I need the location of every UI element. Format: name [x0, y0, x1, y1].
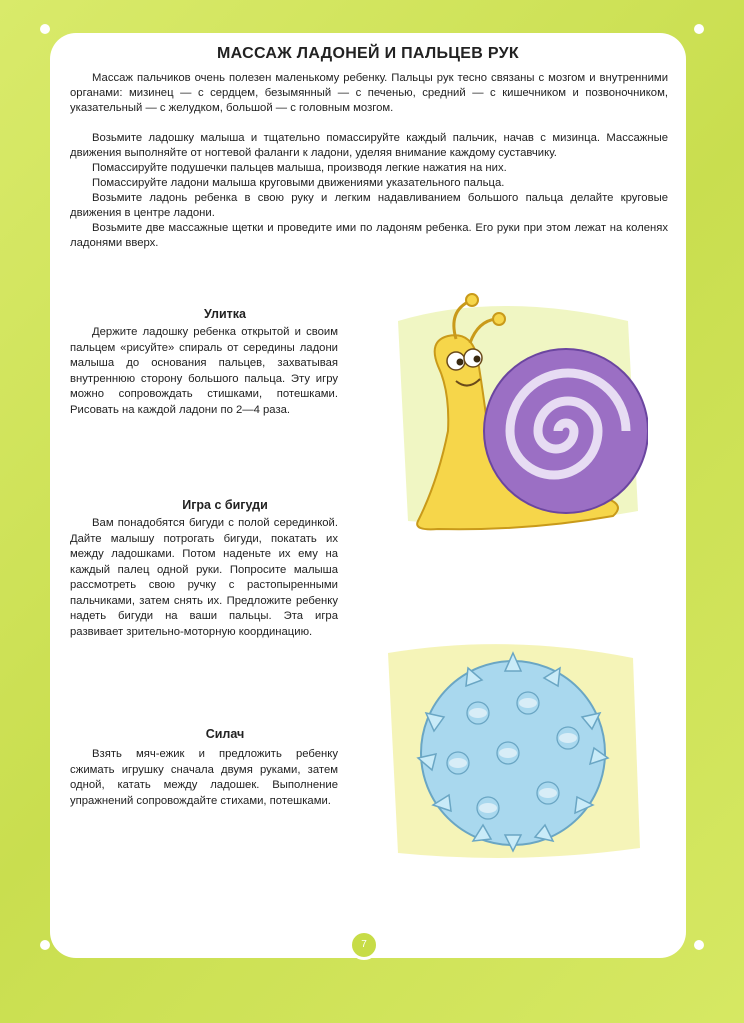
section-paragraph-curlers: Вам понадобятся бигуди с полой серединкой. Дайте малышу потрогать бигуди, покатать их между ладошками. Потом наденьте их ему на каждый палец одной руки. Попросите малыша рассмотреть свою ручку с растопыренными пальчиками, затем снять их. Предложите ребенку надеть бигуди на ваши пальцы. Эта игра развивает зрительно-моторную координацию. [70, 517, 338, 638]
section-text-snail [70, 325, 338, 418]
section-title-strongman: Силач [205, 727, 245, 741]
section-paragraph-strongman: Взять мяч-ежик и предложить ребенку сжимать игрушку сначала двумя руками, затем одной, катать между ладошек. Выполнение упражнений сопровождайте стихами, потешками. [70, 748, 338, 807]
section-title-curlers: Игра с бигуди [182, 498, 268, 512]
step-3: Помассируйте ладони малыша круговыми движениями указательного пальца. [92, 177, 505, 189]
section-title-snail: Улитка [204, 307, 246, 321]
page-number: 7 [349, 930, 379, 960]
section-text-strongman [70, 747, 338, 809]
step-2: Помассируйте подушечки пальцев малыша, производя легкие нажатия на них. [92, 162, 507, 174]
massage-ball-illustration [378, 633, 648, 863]
step-1: Возьмите ладошку малыша и тщательно помассируйте каждый пальчик, начав с мизинца. Массажные движения выполняйте от ногтевой фаланги к ладони, уделяя внимание каждому суставчику. [70, 132, 668, 159]
corner-dot-bottom-left [40, 940, 50, 950]
page-title: МАССАЖ ЛАДОНЕЙ И ПАЛЬЦЕВ РУК [217, 45, 519, 62]
corner-dot-top-right [694, 24, 704, 34]
intro-paragraph: Массаж пальчиков очень полезен маленькому ребенку. Пальцы рук тесно связаны с мозгом и внутренними органами: мизинец — с сердцем, безымянный — с печенью, средний — с кишечником и позвоночником, указательный — с желудком, большой — с головным мозгом. [70, 72, 668, 114]
section-text-curlers [70, 516, 338, 640]
intro-block [70, 71, 668, 116]
corner-dot-bottom-right [694, 940, 704, 950]
steps-block [70, 131, 668, 251]
step-4: Возьмите ладонь ребенка в свою руку и легким надавливанием большого пальца делайте круговые движения в центре ладони. [70, 192, 668, 219]
corner-dot-top-left [40, 24, 50, 34]
section-paragraph-snail: Держите ладошку ребенка открытой и своим пальцем «рисуйте» спираль от середины ладони малыша до основания пальцев, захватывая внутреннюю сторону большого пальца. Эту игру можно сопровождать стишками, потешками. Рисовать на каждой ладони по 2—4 раза. [70, 326, 338, 416]
snail-illustration [378, 281, 648, 551]
page-card [50, 33, 686, 958]
step-5: Возьмите две массажные щетки и проведите ими по ладоням ребенка. Его руки при этом лежат на коленях ладонями вверх. [70, 222, 668, 249]
